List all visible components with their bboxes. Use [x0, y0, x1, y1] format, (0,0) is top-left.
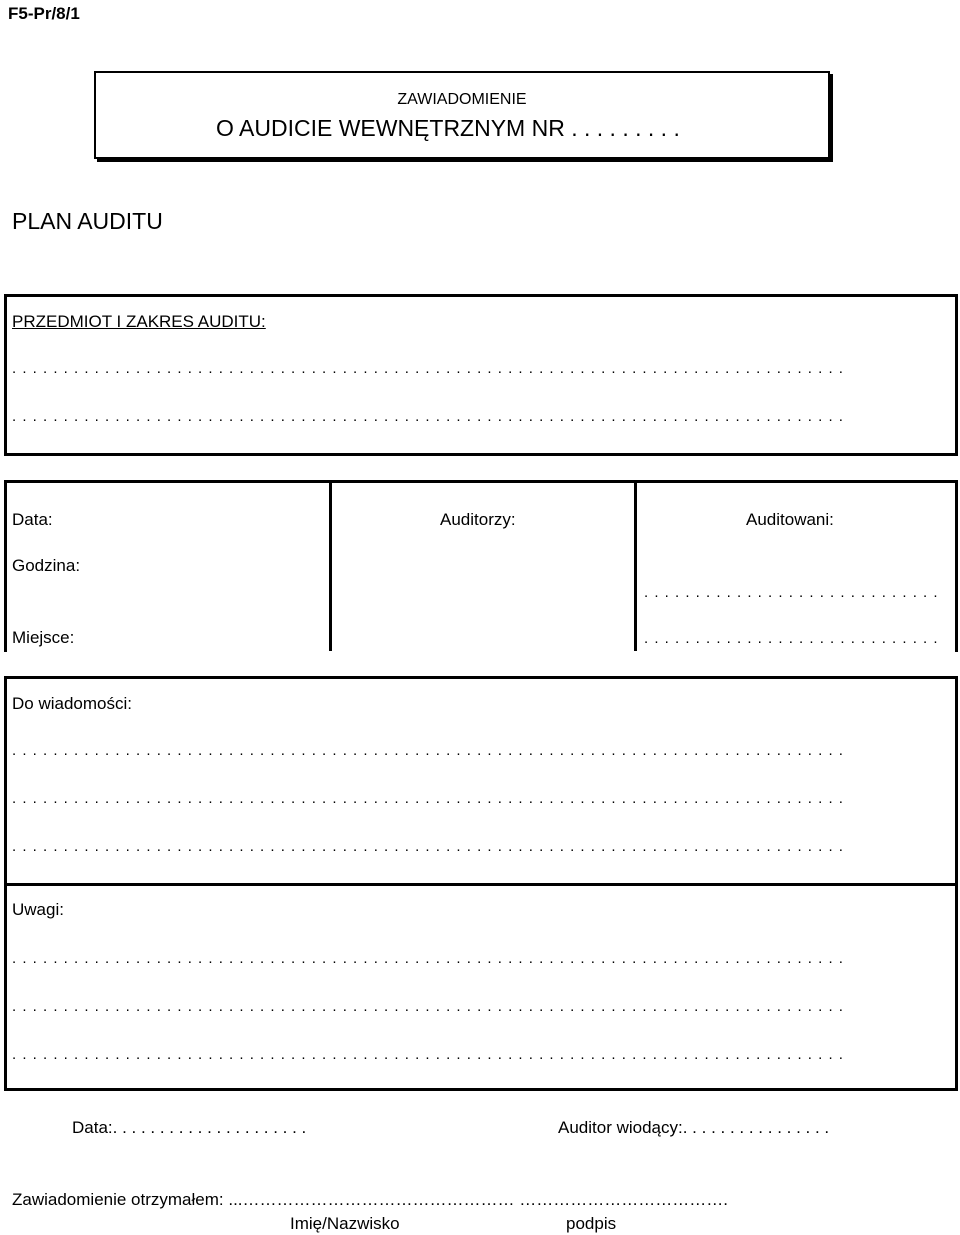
title-line-1: ZAWIADOMIENIE [397, 91, 527, 108]
info-section [4, 480, 958, 652]
subject-label: PRZEDMIOT I ZAKRES AUDITU: [12, 312, 266, 331]
notes-line-2[interactable]: . . . . . . . . . . . . . . . . . . . . . . . . . . . . . . . . . . . . . . . . . . . . . . . . . . . . . . . . . . . . . . . . . . . . . . . . . . . . . . . . . [12, 998, 844, 1015]
lead-auditor[interactable]: Auditor wiodący:. . . . . . . . . . . . . . . . [558, 1118, 830, 1137]
divider [634, 480, 637, 651]
received-by[interactable]: Zawiadomienie otrzymałem: ...………………………………………… ………………………………. [12, 1190, 728, 1209]
name-caption: Imię/Nazwisko [290, 1214, 400, 1233]
footer-date[interactable]: Data:. . . . . . . . . . . . . . . . . . . . . [72, 1118, 307, 1137]
plan-title: PLAN AUDITU [12, 208, 163, 234]
distribution-label: Do wiadomości: [12, 694, 132, 713]
subject-line-1[interactable]: . . . . . . . . . . . . . . . . . . . . . . . . . . . . . . . . . . . . . . . . . . . . . . . . . . . . . . . . . . . . . . . . . . . . . . . . . . . . . . . . . [12, 360, 844, 377]
notes-label: Uwagi: [12, 900, 64, 919]
title-line-2: O AUDICIE WEWNĘTRZNYM NR . . . . . . . . . [216, 115, 680, 141]
audited-label: Auditowani: [746, 510, 834, 529]
notes-line-3[interactable]: . . . . . . . . . . . . . . . . . . . . . . . . . . . . . . . . . . . . . . . . . . . . . . . . . . . . . . . . . . . . . . . . . . . . . . . . . . . . . . . . . [12, 1046, 844, 1063]
distribution-line-1[interactable]: . . . . . . . . . . . . . . . . . . . . . . . . . . . . . . . . . . . . . . . . . . . . . . . . . . . . . . . . . . . . . . . . . . . . . . . . . . . . . . . . . [12, 742, 844, 759]
title-box [94, 71, 830, 159]
auditors-label: Auditorzy: [440, 510, 516, 529]
form-code: F5-Pr/8/1 [8, 4, 80, 23]
subject-line-2[interactable]: . . . . . . . . . . . . . . . . . . . . . . . . . . . . . . . . . . . . . . . . . . . . . . . . . . . . . . . . . . . . . . . . . . . . . . . . . . . . . . . . . [12, 408, 844, 425]
divider [329, 480, 332, 651]
audited-line-1[interactable]: . . . . . . . . . . . . . . . . . . . . . . . . . . . . . [644, 584, 939, 601]
time-label: Godzina: [12, 556, 81, 575]
distribution-line-2[interactable]: . . . . . . . . . . . . . . . . . . . . . . . . . . . . . . . . . . . . . . . . . . . . . . . . . . . . . . . . . . . . . . . . . . . . . . . . . . . . . . . . . [12, 790, 844, 807]
place-label: Miejsce: [12, 628, 75, 647]
signature-caption: podpis [566, 1214, 617, 1233]
distribution-line-3[interactable]: . . . . . . . . . . . . . . . . . . . . . . . . . . . . . . . . . . . . . . . . . . . . . . . . . . . . . . . . . . . . . . . . . . . . . . . . . . . . . . . . . [12, 838, 844, 855]
audited-line-2[interactable]: . . . . . . . . . . . . . . . . . . . . . . . . . . . . . [644, 630, 939, 647]
notes-line-1[interactable]: . . . . . . . . . . . . . . . . . . . . . . . . . . . . . . . . . . . . . . . . . . . . . . . . . . . . . . . . . . . . . . . . . . . . . . . . . . . . . . . . . [12, 950, 844, 967]
date-label: Data: [12, 510, 53, 529]
